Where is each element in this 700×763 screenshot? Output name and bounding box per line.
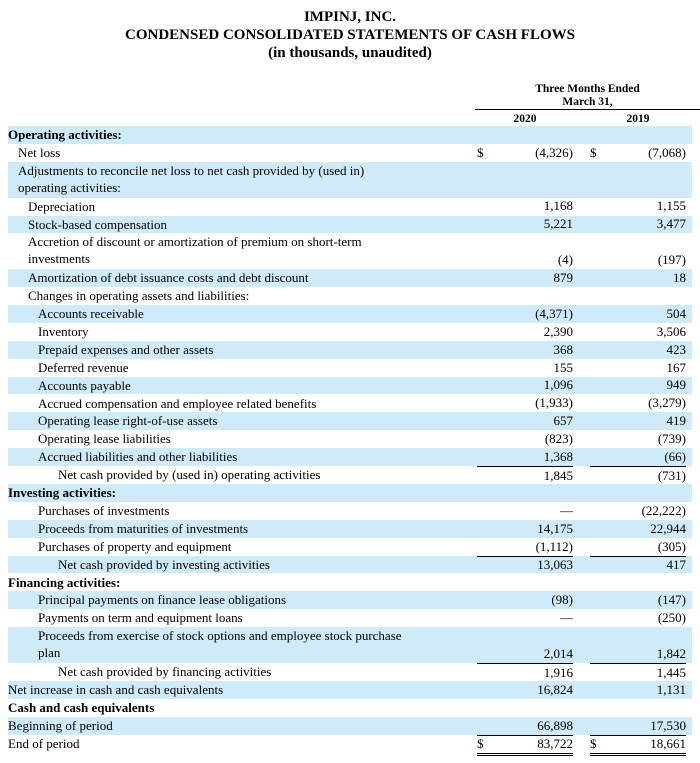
value-cell-2019 xyxy=(590,233,686,269)
row-label-line: Purchases of property and equipment xyxy=(38,538,232,554)
value-2019: 3,477 xyxy=(656,216,686,232)
row-label xyxy=(18,162,364,196)
value-cell-2019 xyxy=(590,341,686,359)
table-row xyxy=(8,663,692,681)
row-label-line: investments xyxy=(28,251,91,267)
value-cell-2020 xyxy=(477,144,573,162)
value-cell-2019 xyxy=(590,323,686,341)
value-2019: (66) xyxy=(664,449,686,465)
value-2019: 18 xyxy=(673,270,686,286)
value-cell-2020 xyxy=(477,341,573,359)
column-header-2019: 2019 xyxy=(626,113,650,125)
table-row xyxy=(8,520,692,538)
row-label-line: Investing activities: xyxy=(8,485,116,500)
statement-title: CONDENSED CONSOLIDATED STATEMENTS OF CASH FLOWS xyxy=(125,27,575,43)
row-label-line: plan xyxy=(38,645,61,661)
value-2019: 3,506 xyxy=(656,323,686,339)
table-row xyxy=(8,198,692,216)
value-2019: 1,842 xyxy=(656,645,686,661)
table-row xyxy=(8,448,692,466)
row-label xyxy=(38,377,131,394)
row-label xyxy=(38,341,213,358)
table-row xyxy=(8,430,692,448)
row-label xyxy=(8,681,223,698)
row-label-line: End of period xyxy=(8,735,80,751)
value-cell-2020 xyxy=(477,538,573,556)
row-label-line: Accretion of discount or amortization of premium on short-term xyxy=(28,234,362,250)
value-cell-2020 xyxy=(477,627,573,663)
value-cell-2019 xyxy=(590,162,686,198)
row-label xyxy=(8,126,122,143)
value-2019: 1,155 xyxy=(656,198,686,214)
table-row xyxy=(8,233,692,269)
row-label-line: Changes in operating assets and liabilities: xyxy=(28,288,250,304)
row-label xyxy=(38,520,248,537)
value-2020: 657 xyxy=(553,413,573,429)
row-label-line: Net cash provided by investing activities xyxy=(58,556,270,572)
row-label xyxy=(38,627,402,661)
row-label-line: operating activities: xyxy=(18,179,121,195)
table-row xyxy=(8,466,692,484)
row-label xyxy=(38,448,237,465)
value-cell-2019 xyxy=(590,717,686,735)
value-2019: 22,944 xyxy=(650,520,686,536)
row-label-line: Accrued compensation and employee related benefits xyxy=(38,395,317,411)
value-cell-2019 xyxy=(590,627,686,663)
value-2020: 83,722 xyxy=(537,736,573,752)
value-2020: 1,168 xyxy=(543,198,573,214)
row-label xyxy=(8,717,113,734)
value-cell-2019 xyxy=(590,520,686,538)
value-cell-2019 xyxy=(590,609,686,627)
row-label-line: Purchases of investments xyxy=(38,502,170,518)
table-row xyxy=(8,627,692,663)
value-2019: 1,131 xyxy=(656,681,686,697)
value-2019: 423 xyxy=(666,341,686,357)
statement-subtitle: (in thousands, unaudited) xyxy=(268,45,432,61)
row-label-line: Proceeds from maturities of investments xyxy=(38,520,249,536)
value-2019: (250) xyxy=(657,610,686,626)
value-2019: (731) xyxy=(657,467,686,483)
value-cell-2020 xyxy=(477,448,573,466)
value-2020: 1,096 xyxy=(543,377,573,393)
value-2020: 879 xyxy=(553,270,573,286)
row-label-line: Net cash provided by financing activities xyxy=(58,664,272,679)
value-cell-2019 xyxy=(590,198,686,216)
value-2020: (1,933) xyxy=(535,395,573,411)
table-row xyxy=(8,502,692,520)
value-cell-2020 xyxy=(477,323,573,341)
table-row xyxy=(8,162,692,198)
table-row xyxy=(8,735,692,753)
value-2020: (98) xyxy=(551,592,573,608)
row-label xyxy=(38,430,171,447)
value-cell-2019 xyxy=(590,448,686,466)
row-label xyxy=(38,609,243,626)
row-label-line: Prepaid expenses and other assets xyxy=(38,341,214,357)
table-row xyxy=(8,699,692,717)
value-cell-2020 xyxy=(477,717,573,735)
value-2019: 167 xyxy=(666,359,686,375)
row-label-line: Proceeds from exercise of stock options and employee stock purchase xyxy=(38,628,402,644)
row-label-line: Amortization of debt issuance costs and debt discount xyxy=(28,270,309,286)
period-header-line1: Three Months Ended xyxy=(535,83,640,95)
table-row xyxy=(8,377,692,395)
value-2020: — xyxy=(560,610,573,626)
company-name: IMPINJ, INC. xyxy=(303,9,397,25)
row-label-line: Stock-based compensation xyxy=(28,216,167,232)
value-cell-2019 xyxy=(590,412,686,430)
value-2020: 66,898 xyxy=(537,717,573,733)
value-2020: (4,371) xyxy=(535,305,573,321)
row-label-line: Payments on term and equipment loans xyxy=(38,610,243,626)
value-2020: 1,368 xyxy=(543,449,573,465)
row-label xyxy=(38,395,316,412)
value-cell-2020 xyxy=(477,377,573,395)
row-label-line: Operating lease liabilities xyxy=(38,431,171,447)
value-cell-2020 xyxy=(477,466,573,485)
row-label xyxy=(28,216,167,233)
value-cell-2020 xyxy=(477,162,573,198)
row-label-line: Cash and cash equivalents xyxy=(8,699,155,715)
value-cell-2019 xyxy=(590,591,686,609)
row-label-line: Net loss xyxy=(18,144,61,160)
value-cell-2019 xyxy=(590,466,686,485)
value-cell-2020 xyxy=(477,663,573,682)
value-cell-2019 xyxy=(590,287,686,305)
row-label xyxy=(8,699,154,716)
value-cell-2020 xyxy=(477,126,573,144)
table-row xyxy=(8,216,692,234)
value-2019: 18,661 xyxy=(650,736,686,752)
row-label-line: Accrued liabilities and other liabilities xyxy=(38,449,238,465)
row-label xyxy=(58,556,270,573)
table-row xyxy=(8,538,692,556)
value-2019: (739) xyxy=(657,431,686,447)
value-cell-2020 xyxy=(477,502,573,520)
value-cell-2019 xyxy=(590,735,686,757)
value-cell-2019 xyxy=(590,663,686,682)
value-cell-2019 xyxy=(590,395,686,413)
row-label-line: Net increase in cash and cash equivalents xyxy=(8,681,224,697)
row-label xyxy=(38,412,217,429)
value-2019: (7,068) xyxy=(648,144,686,160)
currency-symbol: $ xyxy=(590,736,597,752)
value-cell-2019 xyxy=(590,484,686,502)
row-label xyxy=(18,144,60,161)
value-cell-2019 xyxy=(590,305,686,323)
row-label xyxy=(58,663,271,680)
row-label xyxy=(58,466,320,483)
value-2020: 5,221 xyxy=(543,216,573,232)
value-cell-2019 xyxy=(590,430,686,448)
table-row xyxy=(8,126,692,144)
value-2019: 504 xyxy=(666,305,686,321)
value-cell-2020 xyxy=(477,359,573,377)
value-cell-2019 xyxy=(590,556,686,575)
value-cell-2020 xyxy=(477,556,573,575)
value-cell-2019 xyxy=(590,359,686,377)
value-2019: 419 xyxy=(666,413,686,429)
value-cell-2020 xyxy=(477,395,573,413)
row-label xyxy=(28,198,95,215)
row-label xyxy=(38,305,144,322)
value-cell-2020 xyxy=(477,198,573,216)
row-label-line: Principal payments on finance lease obligations xyxy=(38,592,287,608)
value-cell-2019 xyxy=(590,126,686,144)
value-cell-2020 xyxy=(477,699,573,717)
value-2020: 368 xyxy=(553,341,573,357)
value-2020: 2,014 xyxy=(543,645,573,661)
row-label xyxy=(28,287,249,304)
value-2020: (1,112) xyxy=(535,538,573,554)
period-header-line2: March 31, xyxy=(562,96,613,108)
table-row xyxy=(8,574,692,592)
value-2020: 1,916 xyxy=(543,664,573,680)
value-2019: (305) xyxy=(657,538,686,554)
row-label-line: Accounts receivable xyxy=(38,306,144,321)
value-2019: (3,279) xyxy=(648,395,686,411)
row-label-line: Financing activities: xyxy=(8,574,121,590)
row-label-line: Operating lease right-of-use assets xyxy=(38,413,218,429)
row-label xyxy=(38,502,169,519)
value-cell-2020 xyxy=(477,574,573,592)
row-label-line: Adjustments to reconcile net loss to net cash provided by (used in) xyxy=(18,162,365,178)
row-label xyxy=(28,269,309,286)
value-cell-2020 xyxy=(477,520,573,538)
table-row xyxy=(8,717,692,735)
value-2020: 14,175 xyxy=(537,520,573,536)
row-label-line: Accounts payable xyxy=(38,377,131,393)
value-2019: 17,530 xyxy=(650,717,686,733)
currency-symbol: $ xyxy=(477,144,484,160)
row-label xyxy=(38,359,129,376)
row-label-line: Beginning of period xyxy=(8,717,113,733)
value-2020: (4) xyxy=(557,252,573,268)
column-header-2020: 2020 xyxy=(513,113,537,125)
row-label xyxy=(38,538,232,555)
value-cell-2020 xyxy=(477,609,573,627)
value-2019: (22,222) xyxy=(641,502,686,518)
row-label xyxy=(8,735,79,752)
table-row xyxy=(8,591,692,609)
value-2020: (823) xyxy=(544,431,573,447)
value-2020: 13,063 xyxy=(537,557,573,573)
value-cell-2020 xyxy=(477,681,573,699)
value-2020: — xyxy=(560,502,573,518)
value-cell-2020 xyxy=(477,412,573,430)
row-label-line: Operating activities: xyxy=(8,127,122,142)
value-2020: (4,326) xyxy=(535,144,573,160)
table-row xyxy=(8,484,692,502)
table-row xyxy=(8,556,692,574)
value-2019: 949 xyxy=(666,377,686,393)
value-cell-2020 xyxy=(477,591,573,609)
row-label xyxy=(38,323,89,340)
row-label xyxy=(28,233,362,267)
table-row xyxy=(8,681,692,699)
value-2019: (147) xyxy=(657,592,686,608)
value-2020: 155 xyxy=(553,359,573,375)
table-row xyxy=(8,359,692,377)
currency-symbol: $ xyxy=(477,736,484,752)
value-cell-2019 xyxy=(590,502,686,520)
row-label xyxy=(8,574,120,591)
value-cell-2020 xyxy=(477,735,573,757)
table-row xyxy=(8,395,692,413)
table-row xyxy=(8,287,692,305)
table-row xyxy=(8,144,692,162)
table-row xyxy=(8,609,692,627)
row-label-line: Deferred revenue xyxy=(38,359,129,375)
table-row xyxy=(8,305,692,323)
value-cell-2019 xyxy=(590,681,686,699)
value-cell-2020 xyxy=(477,484,573,502)
value-cell-2019 xyxy=(590,144,686,162)
value-cell-2020 xyxy=(477,269,573,287)
table-row xyxy=(8,269,692,287)
value-cell-2020 xyxy=(477,430,573,448)
value-cell-2019 xyxy=(590,538,686,556)
value-cell-2020 xyxy=(477,287,573,305)
value-cell-2019 xyxy=(590,216,686,234)
value-cell-2020 xyxy=(477,216,573,234)
value-2020: 16,824 xyxy=(537,681,573,697)
table-row xyxy=(8,323,692,341)
table-row xyxy=(8,341,692,359)
value-cell-2019 xyxy=(590,574,686,592)
value-cell-2020 xyxy=(477,305,573,323)
row-label xyxy=(38,591,286,608)
value-2019: 1,445 xyxy=(656,664,686,680)
row-label-line: Net cash provided by (used in) operating activities xyxy=(58,467,321,483)
row-label-line: Inventory xyxy=(38,323,89,339)
row-label-line: Depreciation xyxy=(28,198,96,214)
value-cell-2019 xyxy=(590,699,686,717)
value-cell-2019 xyxy=(590,377,686,395)
row-label xyxy=(8,484,116,501)
value-cell-2020 xyxy=(477,233,573,269)
value-2019: 417 xyxy=(666,557,686,573)
table-row xyxy=(8,412,692,430)
currency-symbol: $ xyxy=(590,144,597,160)
value-2019: (197) xyxy=(657,252,686,268)
value-cell-2019 xyxy=(590,269,686,287)
value-2020: 1,845 xyxy=(543,467,573,483)
value-2020: 2,390 xyxy=(543,323,573,339)
